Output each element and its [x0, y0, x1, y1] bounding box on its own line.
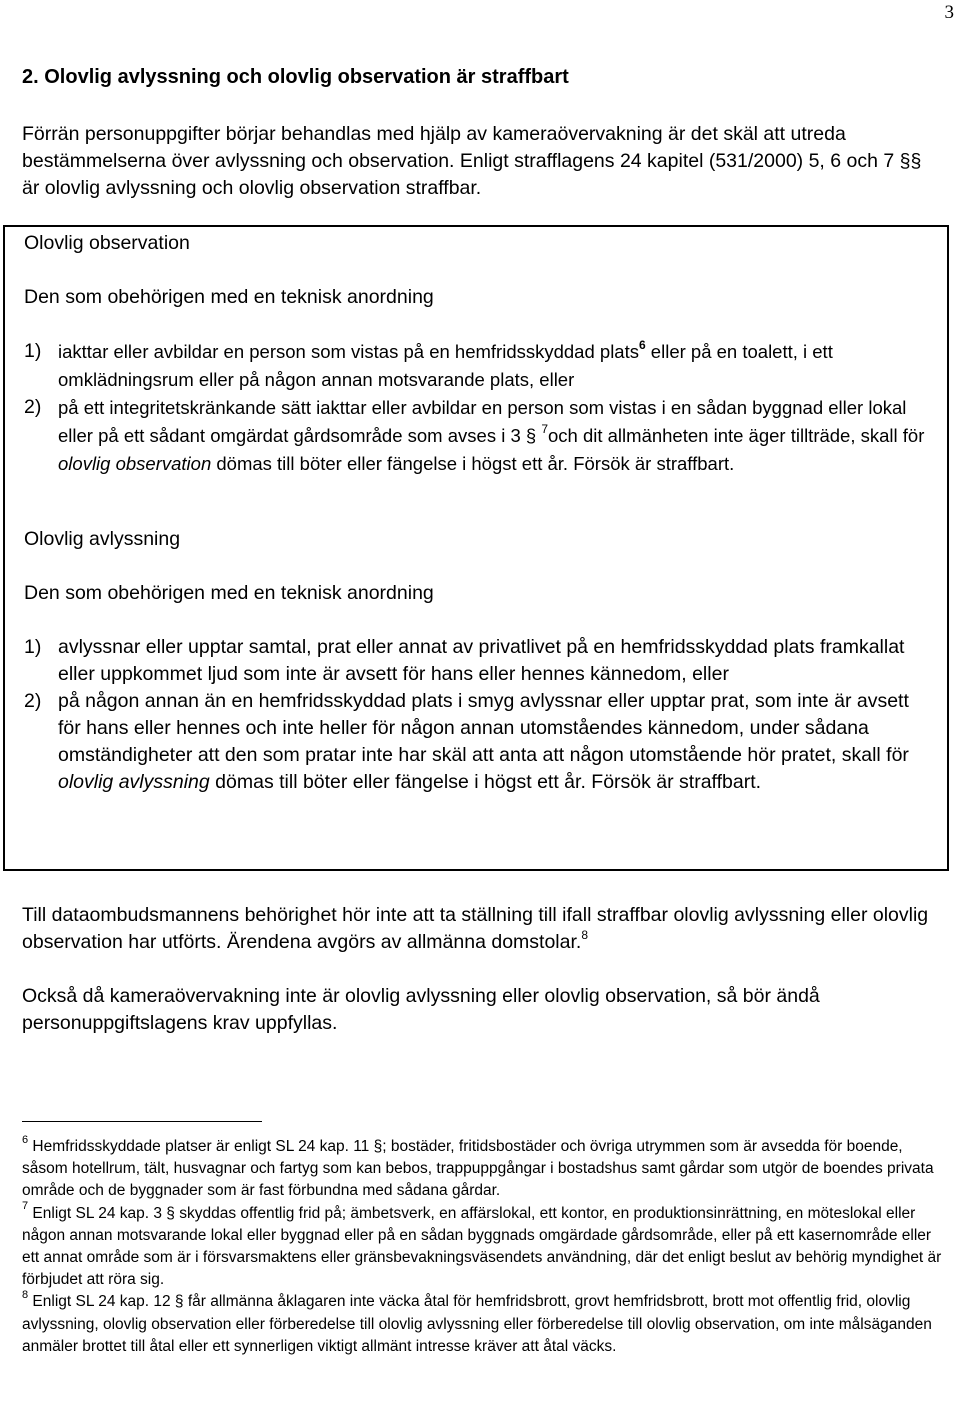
item-text: på ett integritetskränkande sätt iakttar eller avbildar en person som vistas i en sådan byggnad eller lokal eller på ett sådant omgärdat gårdsområde som avses i 3 §: [58, 397, 907, 446]
footnote-ref-6: 6: [638, 337, 646, 352]
item-text: dömas till böter eller fängelse i högst ett år. Försök är straffbart.: [211, 453, 735, 474]
item-text: eller på en toalett, i ett omklädningsrum eller på någon annan motsvarande plats, eller: [58, 341, 833, 390]
footnote-7: [22, 1200, 952, 1292]
footnote-number: 8: [22, 1289, 29, 1302]
avlyssning-item-1: [24, 634, 934, 688]
law-quote-box: [3, 225, 949, 871]
section-heading: 2. Olovlig avlyssning och olovlig observation är straffbart: [22, 66, 569, 88]
footnote-text: Hemfridsskyddade platser är enligt SL 24 kap. 11 §; bostäder, fritidsbostäder och övriga utrymmen som är avsedda för boende, såsom hotellrum, tält, husvagnar och fartyg som kan bebos, trappuppgångar i bostadshus samt gårdar som utgör de boendes privata område och de byggnader som är fast förbundna med sådana gårdar.: [22, 1138, 934, 1200]
item-text: avlyssnar eller upptar samtal, prat eller annat av privatlivet på en hemfridsskyddad plats framkallat eller uppkommet ljud som inte är avsett för hans eller hennes kännedom, eller: [58, 636, 905, 685]
item-text: och dit allmänheten inte äger tillträde, skall för: [548, 425, 925, 446]
paragraph-text: Till dataombudsmannens behörighet hör inte att ta ställning till ifall straffbar olovlig avlyssning eller olovlig observation har utförts. Ärendena avgörs av allmänna domstolar.: [22, 904, 929, 953]
list-number: 1): [24, 636, 42, 658]
competence-paragraph: [22, 902, 942, 956]
observation-item-1: [24, 338, 934, 394]
footnote-number: 7: [22, 1200, 29, 1213]
observation-list: [24, 338, 934, 478]
footnote-ref-7: 7: [541, 421, 548, 436]
observation-lead: Den som obehörigen med en teknisk anordning: [24, 286, 434, 308]
item-text: på någon annan än en hemfridsskyddad plats i smyg avlyssnar eller upptar prat, som inte är avsett för hans eller hennes och inte heller för någon annan utomståendes kännedom, under sådana omständigheter att den som pratar inte har skäl att anta att någon utomstående hör pratet, skall för: [58, 690, 909, 766]
avlyssning-list: [24, 634, 934, 796]
item-text: dömas till böter eller fängelse i högst ett år. Försök är straffbart.: [209, 771, 762, 793]
requirements-paragraph: Också då kameraövervakning inte är olovlig avlyssning eller olovlig observation, så bör ändå personuppgiftslagens krav uppfyllas.: [22, 985, 820, 1034]
observation-title: Olovlig observation: [24, 232, 190, 254]
page-number: 3: [944, 2, 954, 23]
intro-paragraph: Förrän personuppgifter börjar behandlas med hjälp av kameraövervakning är det skäl att utreda bestämmelserna över avlyssning och observation. Enligt strafflagens 24 kapitel (531/2000) 5, 6 och 7 §§ är olovlig avlyssning och olovlig observation straffbar.: [22, 123, 922, 199]
avlyssning-title: Olovlig avlyssning: [24, 528, 181, 550]
item-emphasis: olovlig avlyssning: [58, 771, 210, 793]
avlyssning-lead: Den som obehörigen med en teknisk anordning: [24, 582, 434, 604]
item-emphasis: olovlig observation: [58, 453, 212, 474]
list-number: 2): [24, 396, 42, 418]
footnote-8: [22, 1291, 952, 1358]
footnote-6: [22, 1133, 952, 1203]
avlyssning-item-2: [24, 688, 934, 796]
footnotes: [22, 1133, 952, 1358]
footnote-separator: [22, 1121, 262, 1122]
footnote-ref-8: 8: [581, 927, 588, 942]
footnote-text: Enligt SL 24 kap. 12 § får allmänna åklagaren inte väcka åtal för hemfridsbrott, grovt hemfridsbrott, brott mot offentlig frid, olovlig avlyssning, olovlig observation eller förberedelse till olovlig avlyssning eller förberedelse till olovlig observation, om inte målsäganden anmäler brottet till åtal eller ett synnerligen viktigt allmänt intresse kräver att åtal väcks.: [22, 1293, 932, 1355]
footnote-text: Enligt SL 24 kap. 3 § skyddas offentlig frid på; ämbetsverk, en affärslokal, ett kontor, en produktionsinrättning, en möteslokal eller någon annan motsvarande lokal eller byggnad eller på en sådan byggnads omgärdade gårdsområde, eller på ett kasernområde eller ett annat område som är i försvarsmaktens eller gränsbevakningsväsendets användning, där det enligt beslut av behörig myndighet är förbjudet att röra sig.: [22, 1204, 942, 1289]
observation-item-2: [24, 394, 934, 478]
list-number: 1): [24, 340, 42, 362]
item-text: iakttar eller avbildar en person som vistas på en hemfridsskyddad plats: [58, 341, 639, 362]
footnote-number: 6: [22, 1133, 29, 1146]
list-number: 2): [24, 690, 42, 712]
